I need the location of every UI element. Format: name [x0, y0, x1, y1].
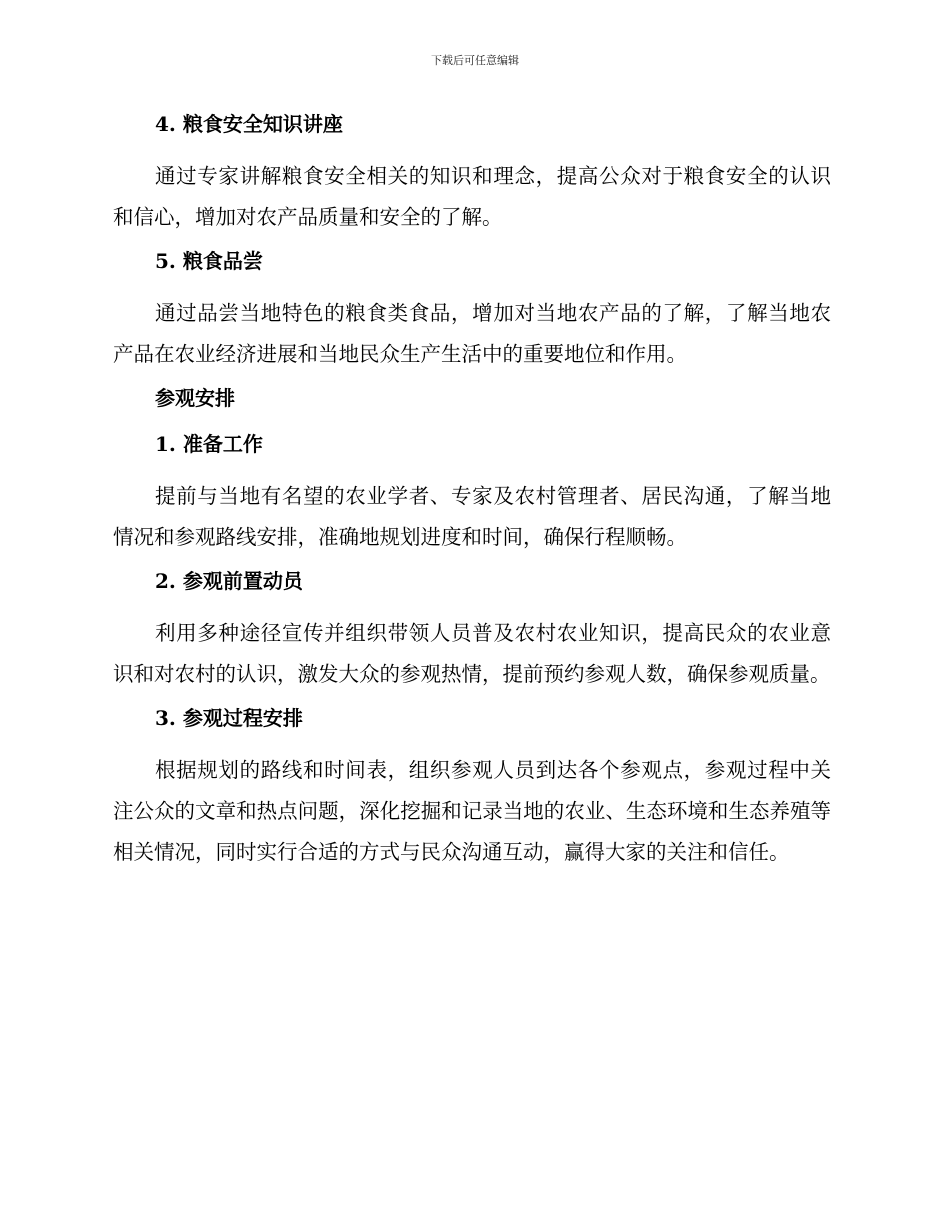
document-body — [113, 110, 831, 882]
paragraph-visit-process: 根据规划的路线和时间表，组织参观人员到达各个参观点，参观过程中关注公众的文章和热点问题，深化挖掘和记录当地的农业、生态环境和生态养殖等相关情况，同时实行合适的方式与民众沟通互动，赢得大家的关注和信任。 — [113, 758, 831, 864]
heading-visit-process: 3. 参观过程安排 — [155, 706, 303, 730]
page-header-note: 下载后可任意编辑 — [431, 54, 519, 67]
heading-pre-visit-mobilization: 2. 参观前置动员 — [155, 569, 303, 593]
paragraph-grain-safety-lecture: 通过专家讲解粮食安全相关的知识和理念，提高公众对于粮食安全的认识和信心，增加对农产品质量和安全的了解。 — [113, 164, 831, 229]
paragraph-preparation: 提前与当地有名望的农业学者、专家及农村管理者、居民沟通，了解当地情况和参观路线安排，准确地规划进度和时间，确保行程顺畅。 — [113, 484, 831, 549]
heading-preparation: 1. 准备工作 — [155, 432, 263, 456]
heading-visit-arrangement: 参观安排 — [155, 386, 235, 410]
heading-grain-safety-lecture: 4. 粮食安全知识讲座 — [155, 112, 343, 136]
heading-grain-tasting: 5. 粮食品尝 — [155, 249, 263, 273]
paragraph-pre-visit-mobilization: 利用多种途径宣传并组织带领人员普及农村农业知识，提高民众的农业意识和对农村的认识，激发大众的参观热情，提前预约参观人数，确保参观质量。 — [113, 621, 831, 686]
paragraph-grain-tasting: 通过品尝当地特色的粮食类食品，增加对当地农产品的了解，了解当地农产品在农业经济进展和当地民众生产生活中的重要地位和作用。 — [113, 301, 831, 366]
